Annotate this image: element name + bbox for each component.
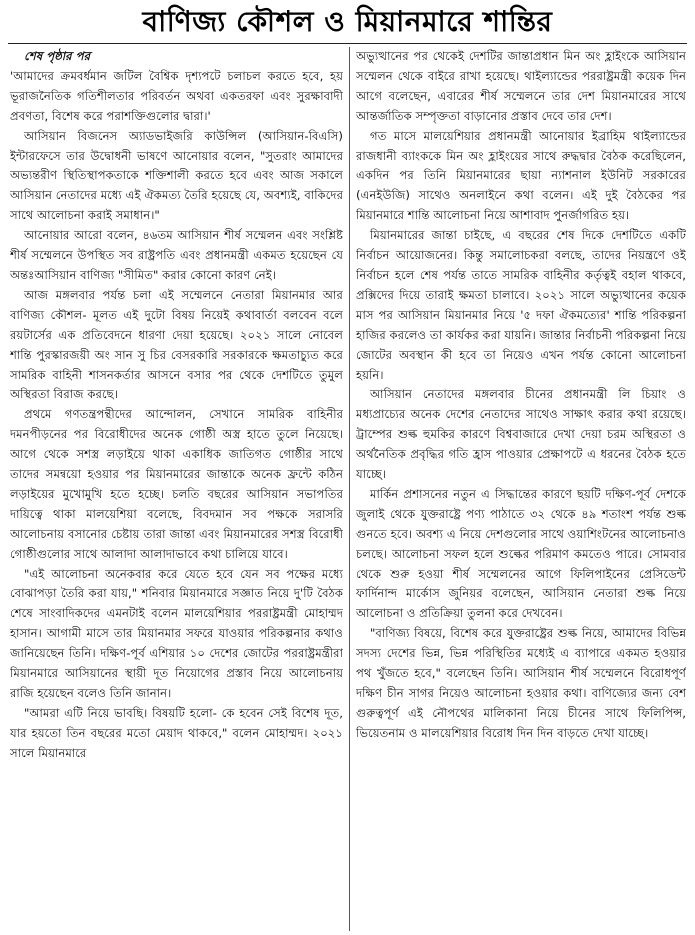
headline-rule [8,43,687,44]
article-paragraph: প্রথমে গণতন্ত্রপন্থীদের আন্দোলন, সেখানে সামরিক বাহিনীর দমনপীড়নের পর বিরোধীদের অনেক গোষ্ঠী অস্ত্র হাতে তুলে নিয়েছে। আগে থেকে সশস্ত্র লড়াইয়ে থাকা একাধিক জাতিগত গোষ্ঠীর সাথে তাদের সমন্বয়ো হওয়ার পর মিয়ানমারের জান্তাকে অনেক ফ্রন্টে কঠিন লড়াইয়ের মুখোমুখি হতে হচ্ছে। চলতি বছরের আসিয়ান সভাপতির দায়িত্বে থাকা মালয়েশিয়া বলেছে, বিবদমান সব পক্ষকে সরাসরি আলোচনায় বসানোর চেষ্টায় তারা জান্তা এবং মিয়ানমারের সশস্ত্র বিরোধী গোষ্ঠীগুলোর সাথে আলাদা আলাদাভাবে কথা চালিয়ে যাবে। [10,407,343,561]
article-paragraph: "বাণিজ্য বিষয়ে, বিশেষ করে যুক্তরাষ্ট্রের শুল্ক নিয়ে, আমাদের বিভিন্ন সদস্য দেশের ভিন্ন, ভিন্ন পরিস্থিতির মধ্যেই এ ব্যাপারে একমত হওয়ার পথ খুঁজতে হবে," বলেছেন তিনি। আসিয়ান শীর্ষ সম্মেলনে বিরোধপূর্ণ দক্ষিণ চীন সাগর নিয়েও আলোচনা হওয়ার কথা। বাণিজ্যের জন্য বেশ গুরুত্বপূর্ণ এই নৌপথের মালিকানা নিয়ে চীনের সাথে ফিলিপিন্স, ভিয়েতনাম ও মালয়েশিয়ার বিরোধ দিন দিন বাড়তে দেখা যাচ্ছে। [356,626,686,740]
article-paragraph: মিয়ানমারের জান্তা চাইছে, এ বছরের শেষ দিকে দেশটিতে একটি নির্বাচন আয়োজনের। কিন্তু সমালোচকরা বলছে, তাদের নিয়ন্ত্রণে ওই নির্বাচন হলে শেষ পর্যন্ত তাতে সামরিক বাহিনীর কর্তৃত্বই বহাল থাকবে, প্রক্সিদের দিয়ে তারাই ক্ষমতা চালাবে। ২০২১ সালে অভ্যুত্থানের কয়েক মাস পর আসিয়ান মিয়ানমার নিয়ে '৫ দফা ঐকমত্যের' শান্তি পরিকল্পনা হাজির করলেও তা কার্যকর করা যায়নি। জান্তার নির্বাচনী পরিকল্পনা নিয়ে জোটের অবস্থান কী হবে তা নিয়েও এখন পর্যন্ত কোনো আলোচনা হয়নি। [356,228,686,382]
article-paragraph: "আমরা এটি নিয়ে ভাবছি। বিষয়টি হলো- কে হবেন সেই বিশেষ দূত, যার হয়তো তিন বছরের মতো মেয়াদ থাকবে," বলেন মোহাম্মদ। ২০২১ সালে মিয়ানমারে [10,705,343,760]
column-divider [349,47,350,931]
headline: বাণিজ্য কৌশল ও মিয়ানমারে শান্তির [142,5,553,38]
right-column [356,47,686,931]
article-paragraph: আনোয়ার আরো বলেন, ৪৬তম আসিয়ান শীর্ষ সম্মেলন এবং সংশ্লিষ্ট শীর্ষ সম্মেলনে উপস্থিত সব রাষ্ট্রপতি এবং প্রধানমন্ত্রী একমত হয়েছেন যে অন্তঃআসিয়ান বাণিজ্য "সীমিত" করার কোনো কারণ নেই। [10,228,343,282]
left-column [10,47,343,931]
article-paragraph: আজ মঙ্গলবার পর্যন্ত চলা এই সম্মেলনে নেতারা মিয়ানমার আর বাণিজ্য কৌশল- মূলত এই দুটো বিষয় নিয়েই কথাবার্তা বলবেন বলে রয়টার্সের এক প্রতিবেদনে ধারণা দেয়া হয়েছে। ২০২১ সালে নোবেল শান্তি পুরস্কারজয়ী অং সান সু চির বেসরকারি সরকারকে ক্ষমতাচ্যুত করে সামরিক বাহিনী শাসনকর্তার আসনে বসার পর থেকে দেশটিতে তুমুল অস্থিরতা বিরাজ করছে। [10,287,343,402]
article-paragraph: 'আমাদের ক্রমবর্ধমান জটিল বৈশ্বিক দৃশ্যপটে চলাচল করতে হবে, হয় ভূরাজনৈতিক গতিশীলতার পরিবর্তন অথবা একতরফা এবং সুরক্ষাবাদী প্রবণতা, বিশেষ করে পরাশক্তিগুলোর দ্বারা।' [10,68,343,123]
continued-from-label: শেষ পৃষ্ঠার পর [24,49,90,63]
article-paragraph: আসিয়ান নেতাদের মঙ্গলবার চীনের প্রধানমন্ত্রী লি চিয়াং ও মধ্যপ্রাচ্যের অনেক দেশের নেতাদের সাথেও সাক্ষাৎ করার কথা রয়েছে। ট্রাম্পের শুল্ক হুমকির কারণে বিশ্ববাজারে দেখা দেয়া চরম অস্থিরতা ও অর্থনৈতিক প্রবৃদ্ধির গতি হ্রাস পাওয়ার প্রেক্ষাপটে এ ধরনের বৈঠক হতে যাচ্ছে। [356,387,686,482]
article-paragraph: আসিয়ান বিজনেস অ্যাডভাইজরি কাউন্সিল (আসিয়ান-বিএসি) ইন্টারফেসে তার উদ্বোধনী ভাষণে আনোয়ার বলেন, "সুতরাং আমাদের অভ্যন্তরীণ স্থিতিস্থাপকতাকে শক্তিশালী করতে হবে এবং আজ সকালে আসিয়ান নেতাদের মধ্যে এই ঐকমত্য তৈরি হয়েছে যে, অবশ্যই, বাকিদের সাথে আলোচনা করাই সমাধান।" [10,128,343,223]
article-paragraph: গত মাসে মালয়েশিয়ার প্রধানমন্ত্রী আনোয়ার ইব্রাহিম থাইল্যান্ডের রাজধানী ব্যাংককে মিন অং হ্লাইংয়ের সাথে রুদ্ধদ্বার বৈঠক করেছিলেন, একদিন পর তিনি মিয়ানমারের ছায়া ন্যাশনাল ইউনিট সরকারের (এনইউজি) সাথেও অনলাইনে কথা বলেন। এই দুই বৈঠকের পর মিয়ানমারে শান্তি আলোচনা নিয়ে আশাবাদ পুনর্জাগরিত হয়। [356,128,686,223]
article-paragraph: অভ্যুত্থানের পর থেকেই দেশটির জান্তাপ্রধান মিন অং হ্লাইংকে আসিয়ান সম্মেলন থেকে বাইরে রাখা হয়েছে। থাইল্যান্ডের পররাষ্ট্রমন্ত্রী কয়েক দিন আগে বলেছেন, এবারের শীর্ষ সম্মেলনে তার দেশ মিয়ানমারের সাথে আন্তর্জাতিক সম্পৃক্ততা বাড়ানোর প্রস্তাব দেবে তার দেশ। [356,49,686,123]
article-paragraph: "এই আলোচনা অনেকবার করে যেতে হবে যেন সব পক্ষের মধ্যে বোঝাপড়া তৈরি করা যায়," শনিবার মিয়ানমারে সজ্ঞাত নিয়ে দু'টি বৈঠক শেষে সাংবাদিকদের এমনটাই বলেন মালয়েশিয়ার পররাষ্ট্রমন্ত্রী মোহাম্মদ হাসান। আগামী মাসে তার মিয়ানমার সফরে যাওয়ার পরিকল্পনার কথাও জানিয়েছেন তিনি। দক্ষিণ-পূর্ব এশিয়ার ১০ দেশের জোটের পররাষ্ট্রমন্ত্রীরা মিয়ানমারে আসিয়ানের স্থায়ী দূত নিয়োগের প্রস্তাব নিয়ে আলোচনায় রাজি হয়েছেন বলেও তিনি জানান। [10,566,343,700]
article-paragraph: মার্কিন প্রশাসনের নতুন এ সিদ্ধান্তের কারণে ছয়টি দক্ষিণ-পূর্ব দেশকে জুলাই থেকে যুক্তরাষ্ট্রে পণ্য পাঠাতে ৩২ থেকে ৪৯ শতাংশ পর্যন্ত শুল্ক গুনতে হবে। অবশ্য এ নিয়ে দেশগুলোর সাথে ওয়াশিংটনের আলোচনাও চলছে। আলোচনা সফল হলে শুল্কের পরিমাণ কমতেও পারে। সোমবার থেকে শুরু হওয়া শীর্ষ সম্মেলনের আগে ফিলিপাইনের প্রেসিডেন্ট ফার্দিনান্দ মার্কোস জুনিয়র বলেছেন, আসিয়ান নেতারা শুল্ক নিয়ে আলোচনা ও প্রতিক্রিয়া তুলনা করে দেখবেন। [356,486,686,621]
